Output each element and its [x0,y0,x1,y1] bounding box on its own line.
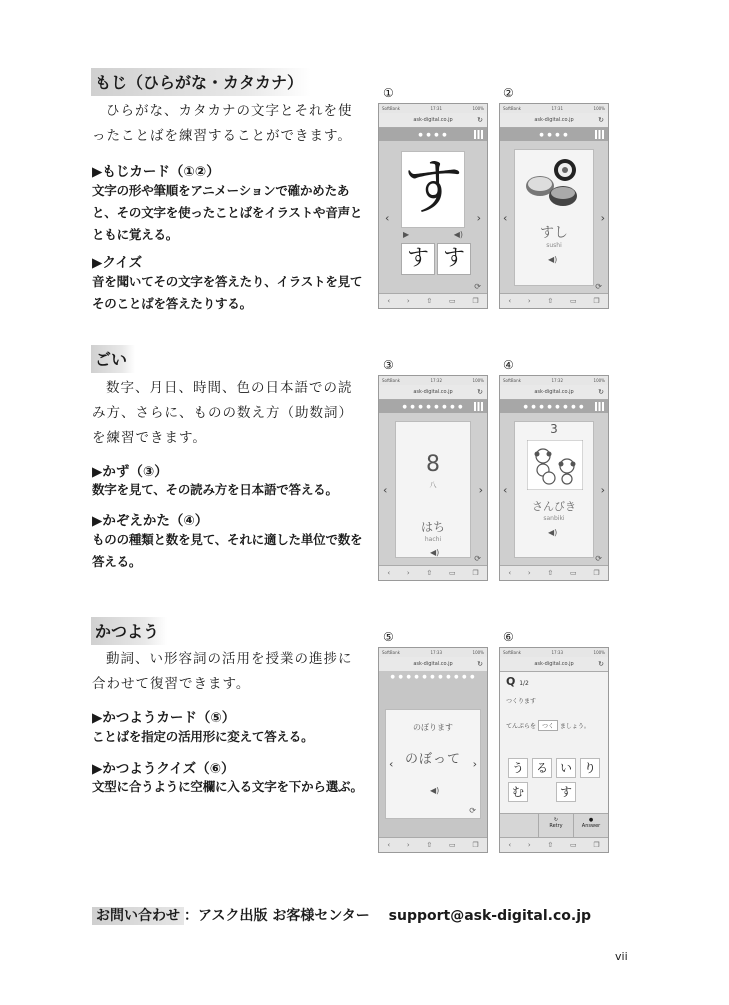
retry-button[interactable]: ↻ Retry [538,814,573,838]
question-progress: 1/2 [519,680,529,687]
answer-button[interactable]: ● Answer [573,814,608,838]
reading-label: はち [420,520,445,534]
url-bar[interactable]: ask-digital.co.jp ↻ [500,657,608,672]
page-dots: ● ● ● ● ● ● ● ● ● ● ● [390,674,476,680]
phone-screen-6: SoftBank 17:33 100% ask-digital.co.jp ↻ Q 1/2 つくります てんぷらを つく ましょう。 う る い り む す ↻ Retry ● Answer ‹ › ⇧ ▭ ❐ [499,647,609,853]
reload-icon[interactable]: ↻ [598,116,604,124]
item-body-kazoekata: ものの種類と数を見て、それに適した単位で数を答える。 [92,532,363,569]
sushi-illustration-icon [523,156,583,214]
speaker-icon[interactable]: ◀) [548,528,558,537]
next-arrow-icon[interactable]: › [472,757,477,771]
item-body-moji-card: 文字の形や筆順をアニメーションで確かめたあと、その文字を使ったことばをイラストや音声とともに覚える。 [92,183,363,242]
menu-grid-icon[interactable] [595,130,604,139]
romaji-label: sanbiki [543,515,565,522]
item-head-kazoekata: ▶かぞえかた（④） [92,513,209,529]
prompt-verb: つくります [506,698,537,705]
refresh-icon[interactable]: ⟳ [474,554,481,563]
item-head-katsuyou-card: ▶かつようカード（⑤） [92,710,236,726]
dictionary-form: のぼります [413,723,453,732]
reload-icon[interactable]: ↻ [598,660,604,668]
url-bar[interactable]: ask-digital.co.jp ↻ [500,113,608,128]
answer-icon: ● [588,817,594,823]
play-icon[interactable]: ▶ [403,230,410,239]
speaker-icon[interactable]: ◀) [548,255,558,264]
choice-tile[interactable]: す [556,782,576,802]
quiz-toolbar [500,813,608,838]
screen-label-4: ④ [503,358,514,372]
page-number: vii [615,950,628,963]
menu-grid-icon[interactable] [474,130,483,139]
phone-screen-4: SoftBank 17:32 100% ask-digital.co.jp ↻ ● ● ● ● ● ● ● ● 3 さんびき sanbiki ◀) ‹ › ⟳ ‹ › ⇧ ▭ ❐ [499,375,609,581]
next-arrow-icon[interactable]: › [600,483,605,496]
count-display: 3 [550,422,558,436]
prev-arrow-icon[interactable]: ‹ [503,483,508,496]
quiz-sentence: てんぷらを つく ましょう。 [506,720,590,731]
screen-label-1: ① [383,86,394,100]
choice-button-1[interactable]: す [401,243,435,275]
reload-icon[interactable]: ↻ [598,388,604,396]
screen-label-6: ⑥ [503,630,514,644]
item-body-katsuyou-quiz: 文型に合うように空欄に入る文字を下から選ぶ。 [92,779,363,794]
status-bar: SoftBank 17:31 100% [379,104,487,113]
section-intro-katsuyou: 動詞、い形容詞の活用を授業の進捗に合わせて復習できます。 [92,651,353,692]
section-intro-moji: ひらがな、カタカナの文字とそれを使ったことばを練習することができます。 [92,103,353,144]
menu-grid-icon[interactable] [474,402,483,411]
phone-screen-5: SoftBank 17:33 100% ask-digital.co.jp ↻ ● ● ● ● ● ● ● ● ● ● ● のぼります のぼって ‹ › ◀) ⟳ ‹ › ⇧ ▭ ❐ [378,647,488,853]
screen-label-3: ③ [383,358,394,372]
next-arrow-icon[interactable]: › [478,483,483,496]
choice-tile[interactable]: む [508,782,528,802]
section-title-moji: もじ（ひらがな・カタカナ） [91,68,311,96]
url-bar[interactable]: ask-digital.co.jp ↻ [379,657,487,672]
word-label: すし [540,225,568,241]
refresh-icon[interactable]: ⟳ [474,282,481,291]
reload-icon[interactable]: ↻ [477,660,483,668]
next-arrow-icon[interactable]: › [600,211,605,224]
dogs-illustration-icon [527,440,583,490]
question-marker: Q 1/2 [506,675,529,688]
refresh-icon[interactable]: ⟳ [595,554,602,563]
prev-arrow-icon[interactable]: ‹ [503,211,508,224]
url-bar[interactable]: ask-digital.co.jp ↻ [379,385,487,400]
blank-slot[interactable]: つく [538,720,558,731]
next-arrow-icon[interactable]: › [476,211,481,224]
page-dots: ● ● ● ● [379,128,487,142]
item-body-kazu: 数字を見て、その読み方を日本語で答える。 [92,482,338,497]
phone-screen-2: SoftBank 17:31 100% ask-digital.co.jp ↻ ● ● ● ● すし sushi ◀) ‹ › ⟳ ‹ › ⇧ ▭ ❐ [499,103,609,309]
phone-screen-3: SoftBank 17:32 100% ask-digital.co.jp ↻ ● ● ● ● ● ● ● ● 8 八 はち hachi ◀) ‹ › ⟳ ‹ › ⇧ ▭ ❐ [378,375,488,581]
speaker-icon[interactable]: ◀) [430,548,440,557]
section-intro-goi: 数字、月日、時間、色の日本語での読み方、さらに、ものの数え方（助数詞）を練習できます。 [92,380,353,446]
choice-tile[interactable]: り [580,758,600,778]
character-display: す [401,151,465,228]
number-display: 8 [426,452,440,477]
choice-button-2[interactable]: す [437,243,471,275]
choice-tile[interactable]: う [508,758,528,778]
section-title-katsuyou: かつよう [91,617,167,645]
choice-tile[interactable]: る [532,758,552,778]
contact-label: お問い合わせ [92,907,184,925]
prev-arrow-icon[interactable]: ‹ [385,211,390,224]
reading-label: さんびき [532,500,576,513]
item-body-quiz: 音を聞いてその文字を答えたり、イラストを見てそのことばを答えたりする。 [92,274,363,311]
url-bar[interactable]: ask-digital.co.jp ↻ [500,385,608,400]
item-head-kazu: ▶かず（③） [92,464,168,480]
phone-screen-1 [378,103,488,309]
speaker-icon[interactable]: ◀) [453,230,463,239]
romaji-label: hachi [424,536,442,543]
refresh-icon[interactable]: ⟳ [469,806,476,815]
contact-email[interactable]: support@ask-digital.co.jp [388,908,592,924]
screen-label-2: ② [503,86,514,100]
item-head-katsuyou-quiz: ▶かつようクイズ（⑥） [92,761,235,777]
kanji-number: 八 [429,481,437,489]
reload-icon[interactable]: ↻ [477,388,483,396]
contact-publisher: ：アスク出版 お客様センター [184,908,370,924]
item-head-moji-card: ▶もじカード（①②） [92,164,220,180]
item-body-katsuyou-card: ことばを指定の活用形に変えて答える。 [92,729,314,744]
choice-grid [508,758,600,802]
contact-line [92,905,591,925]
romaji-label: sushi [546,242,562,249]
browser-toolbar: ‹ › ⇧ ▭ ❐ [379,293,487,308]
reload-icon[interactable]: ↻ [477,116,483,124]
item-head-quiz: ▶クイズ [92,255,143,271]
retry-icon: ↻ [553,817,559,823]
speaker-icon[interactable]: ◀) [430,786,440,795]
conjugation-card [385,709,481,819]
prev-arrow-icon[interactable]: ‹ [389,757,394,771]
choice-tile[interactable]: い [556,758,576,778]
menu-grid-icon[interactable] [595,402,604,411]
section-title-goi: ごい [91,345,135,373]
screen-label-5: ⑤ [383,630,394,644]
refresh-icon[interactable]: ⟳ [595,282,602,291]
url-bar[interactable]: ask-digital.co.jp ↻ [379,113,487,128]
prev-arrow-icon[interactable]: ‹ [383,483,388,496]
answer-form: のぼって [404,752,461,767]
